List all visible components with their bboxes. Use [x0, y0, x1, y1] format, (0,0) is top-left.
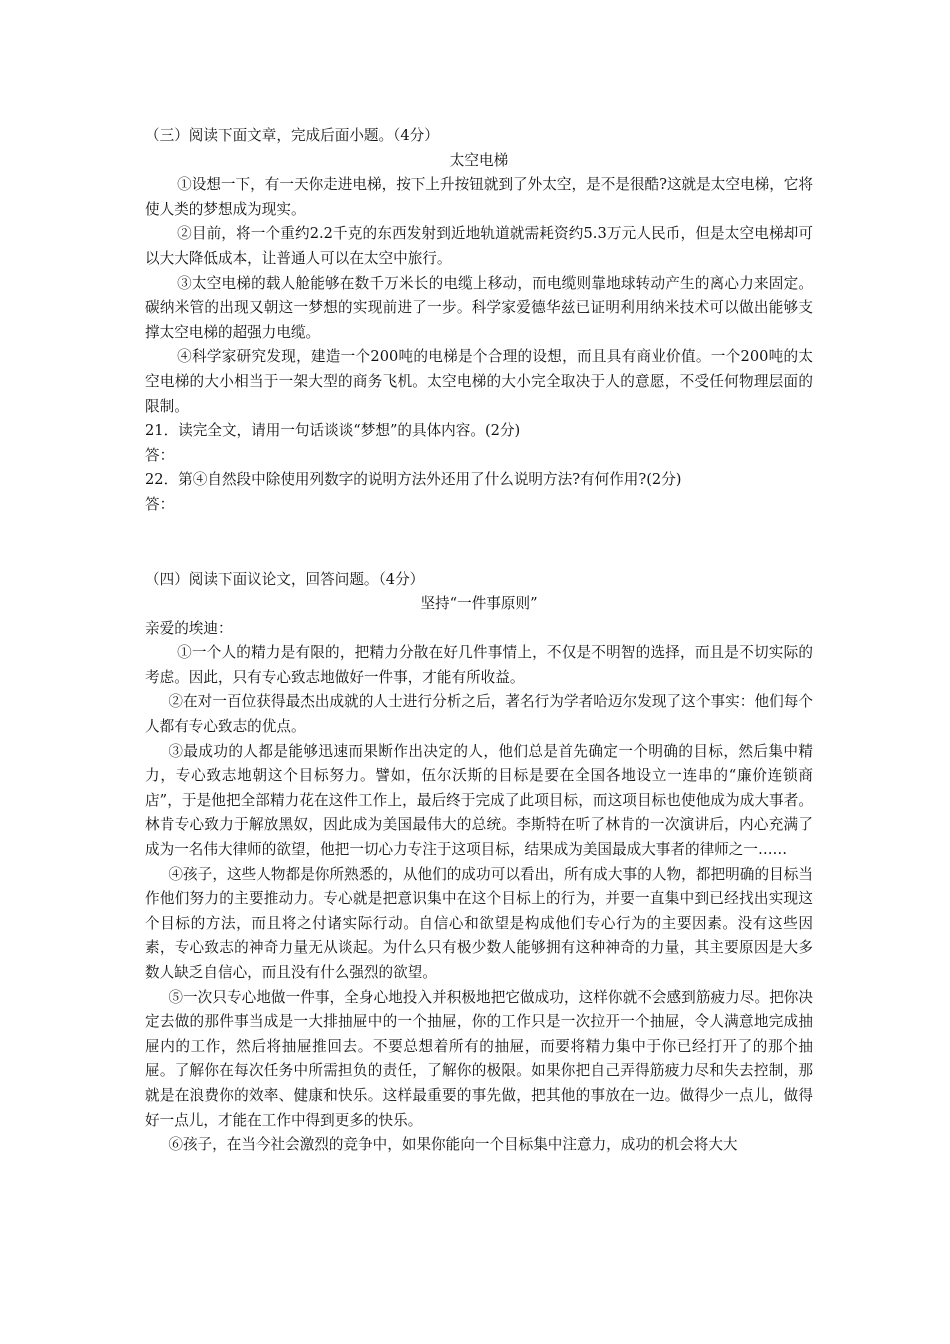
section4-paragraph-4: ④孩子，这些人物都是你所熟悉的，从他们的成功可以看出，所有成大事的人物，都把明确的目标当作他们努力的主要推动力。专心就是把意识集中在这个目标上的行为，并要一直集中到已经找出实现这个目标的方法，而且将之付诸实际行动。自信心和欲望是构成他们专心行为的主要因素。没有这些因素，专心致志的神奇力量无从谈起。为什么只有极少数人能够拥有这种神奇的力量，其主要原因是大多数人缺乏自信心，而且没有什么强烈的欲望。	[145, 865, 813, 981]
section3-paragraph-3: ③太空电梯的载人舱能够在数千万米长的电缆上移动，而电缆则靠地球转动产生的离心力来固定。碳纳米管的出现又朝这一梦想的实现前进了一步。科学家爱德华兹已证明利用纳米技术可以做出能够支撑太空电梯的超强力电缆。	[145, 274, 813, 341]
section3-title: 太空电梯	[449, 151, 509, 169]
section3-heading: （三）阅读下面文章，完成后面小题。（4分）	[145, 127, 439, 144]
section4-heading: （四）阅读下面议论文，回答问题。（4分）	[145, 570, 425, 588]
section3-paragraph-1: ①设想一下，有一天你走进电梯，按下上升按钮就到了外太空，是不是很酷?这就是太空电梯，它将使人类的梦想成为现实。	[145, 176, 813, 218]
section-gap	[145, 518, 813, 568]
section3-paragraph-4: ④科学家研究发现，建造一个200吨的电梯是个合理的设想，而且具有商业价值。一个200吨的太空电梯的大小相当于一架大型的商务飞机。太空电梯的大小完全取决于人的意愿，不受任何物理层面的限制。	[145, 348, 813, 415]
section4-title: 坚持“一件事原则”	[420, 595, 538, 613]
question-21: 21．读完全文，请用一句话谈谈“梦想”的具体内容。(2分)	[145, 422, 521, 440]
section4-paragraph-2: ②在对一百位获得最杰出成就的人士进行分析之后，著名行为学者哈迈尔发现了这个事实：他们每个人都有专心致志的优点。	[145, 693, 813, 736]
question-22-answer: 答：	[145, 495, 175, 513]
section4-paragraph-1: ①一个人的精力是有限的，把精力分散在好几件事情上，不仅是不明智的选择，而且是不切实际的考虑。因此，只有专心致志地做好一件事，才能有所收益。	[145, 644, 813, 686]
section3-paragraph-2: ②目前，将一个重约2.2千克的东西发射到近地轨道就需耗资约5.3万元人民币，但是太空电梯却可以大大降低成本，让普通人可以在太空中旅行。	[145, 225, 813, 267]
document-page	[145, 124, 813, 1158]
question-22: 22．第④自然段中除使用列数字的说明方法外还用了什么说明方法?有何作用?(2分)	[145, 471, 682, 489]
section4-paragraph-6: ⑥孩子，在当今社会激烈的竞争中，如果你能向一个目标集中注意力，成功的机会将大大	[168, 1136, 738, 1154]
section4-paragraph-5: ⑤一次只专心地做一件事，全身心地投入并积极地把它做成功，这样你就不会感到筋疲力尽。把你决定去做的那件事当成是一大排抽屉中的一个抽屉，你的工作只是一次拉开一个抽屉，令人满意地完成抽屉内的工作，然后将抽屉推回去。不要总想着所有的抽屉，而要将精力集中于你已经打开了的那个抽屉。了解你在每次任务中所需担负的责任，了解你的极限。如果你把自己弄得筋疲力尽和失去控制，那就是在浪费你的效率、健康和快乐。这样最重要的事先做，把其他的事放在一边。做得少一点儿，做得好一点儿，才能在工作中得到更多的快乐。	[145, 988, 813, 1129]
section4-paragraph-3: ③最成功的人都是能够迅速而果断作出决定的人，他们总是首先确定一个明确的目标，然后集中精力，专心致志地朝这个目标努力。譬如，伍尔沃斯的目标是要在全国各地设立一连串的“廉价连锁商店”，于是他把全部精力花在这件工作上，最后终于完成了此项目标，而这项目标也使他成为成大事者。林肯专心致力于解放黑奴，因此成为美国最伟大的总统。李斯特在听了林肯的一次演讲后，内心充满了成为一名伟大律师的欲望，他把一切心力专注于这项目标，结果成为美国最成大事者的律师之一……	[145, 742, 813, 859]
letter-salutation: 亲爱的埃迪：	[145, 619, 233, 637]
question-21-answer: 答：	[145, 446, 175, 464]
